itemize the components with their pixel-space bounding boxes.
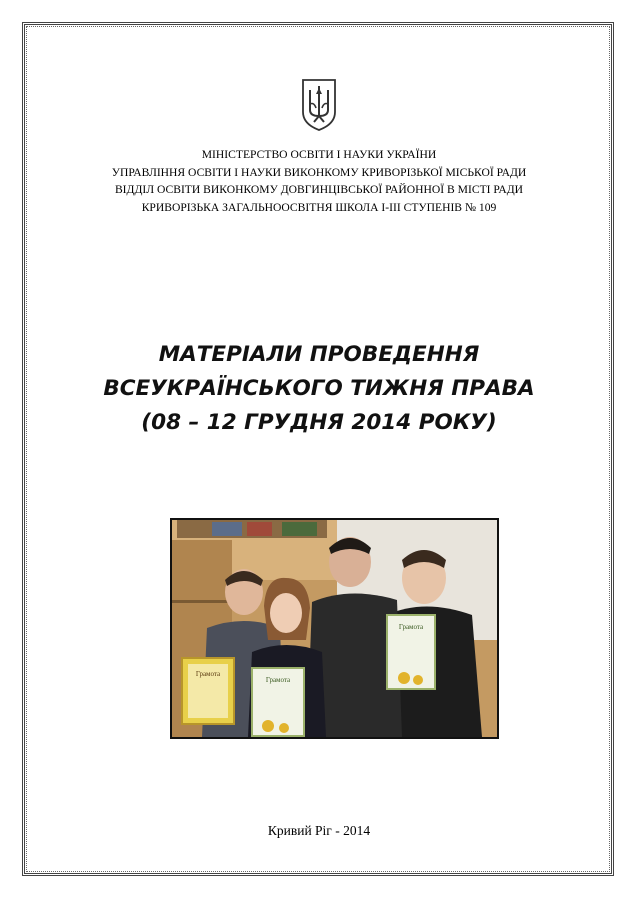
place-and-year: Кривий Ріг - 2014 [267,823,371,838]
document-title [40,338,598,440]
tryzub-coat-of-arms-icon [301,78,337,132]
certificate-label-1: Грамота [195,670,221,678]
institution-header [40,146,598,216]
group-photo-illustration [172,520,497,737]
district-department-line: ВІДДІЛ ОСВІТИ ВИКОНКОМУ ДОВГИНЦІВСЬКОЇ РАЙОННОЇ В МІСТІ РАДИ [114,183,524,196]
city-department-line: УПРАВЛІННЯ ОСВІТИ І НАУКИ ВИКОНКОМУ КРИВОРІЗЬКОЇ МІСЬКОЇ РАДИ [111,165,527,179]
title-line-2: ВСЕУКРАЇНСЬКОГО ТИЖНЯ ПРАВА [103,376,535,401]
certificate-label-3: Грамота [398,623,424,631]
group-photo [170,518,499,739]
title-line-3: (08 – 12 ГРУДНЯ 2014 РОКУ) [141,410,497,435]
title-line-1: МАТЕРІАЛИ ПРОВЕДЕННЯ [158,342,480,367]
school-line: КРИВОРІЗЬКА ЗАГАЛЬНООСВІТНЯ ШКОЛА І-ІІІ СТУПЕНІВ № 109 [141,200,497,214]
ministry-line: МІНІСТЕРСТВО ОСВІТИ І НАУКИ УКРАЇНИ [201,148,437,161]
certificate-label-2: Грамота [265,676,291,684]
